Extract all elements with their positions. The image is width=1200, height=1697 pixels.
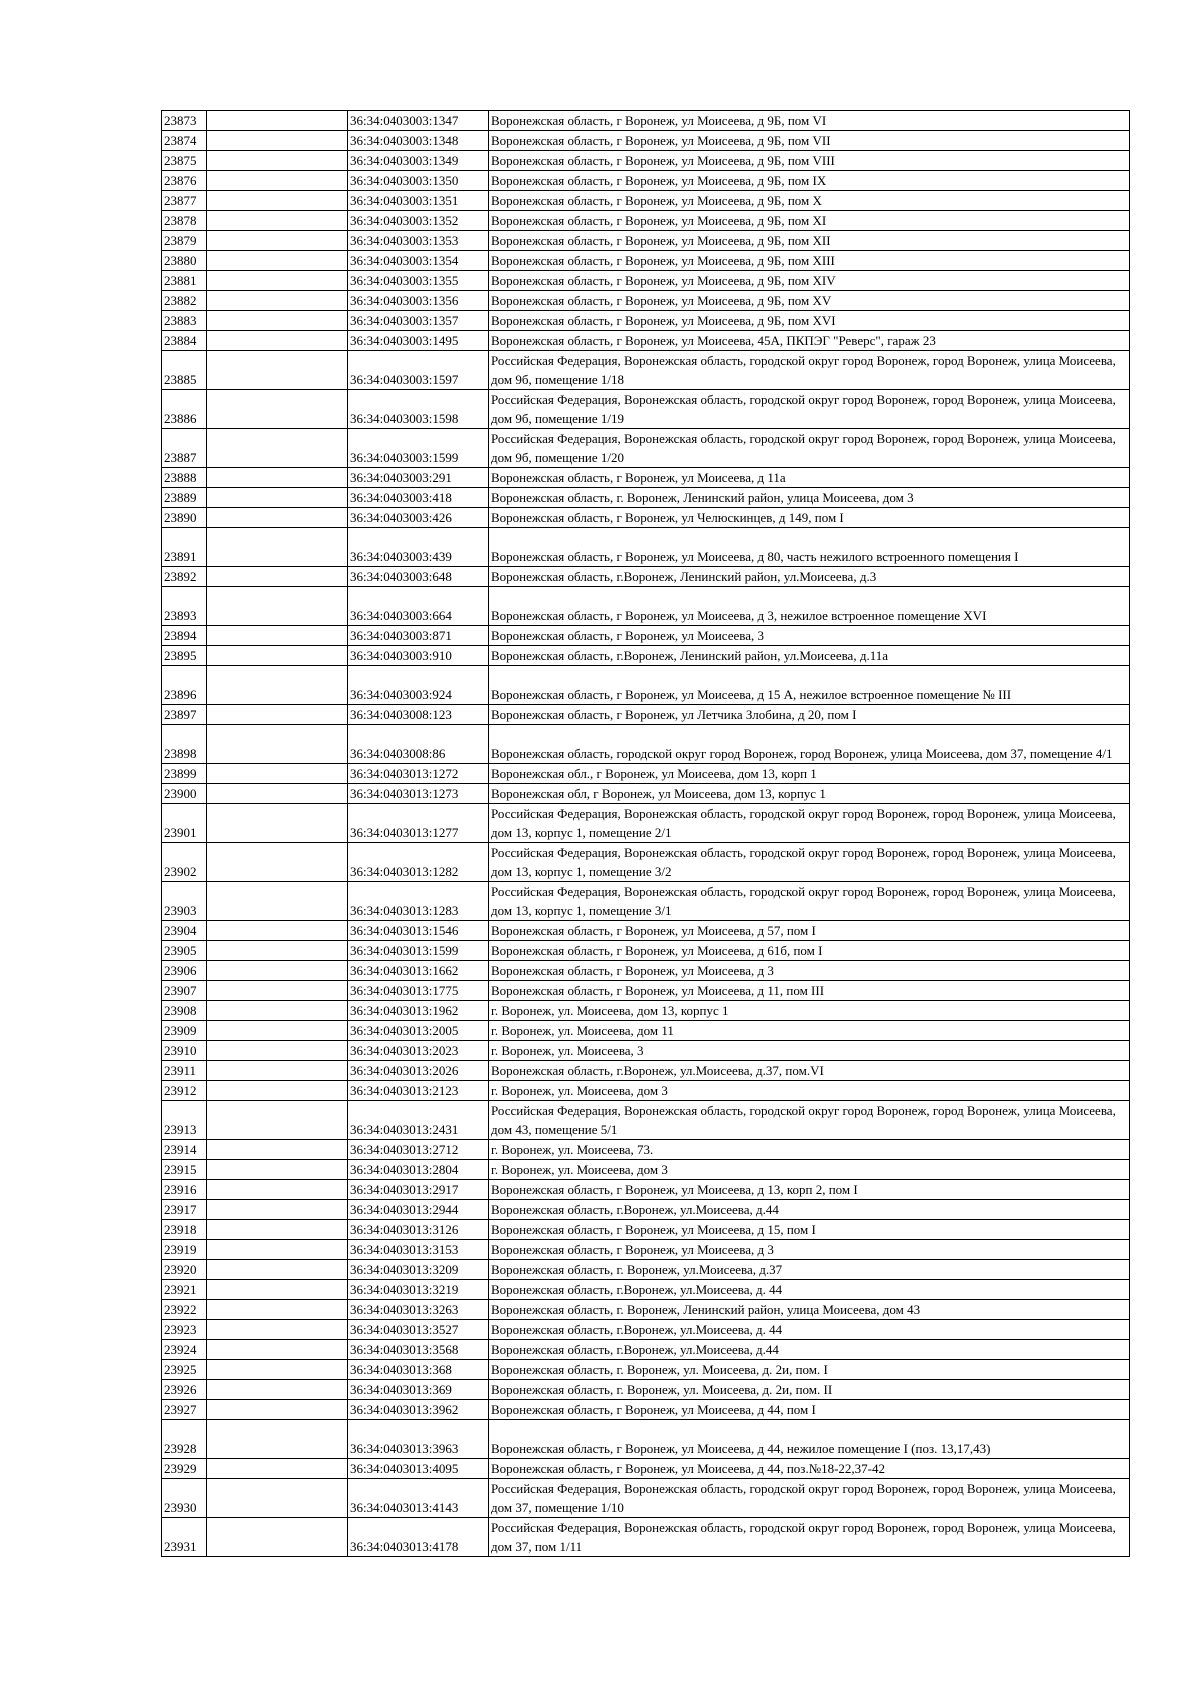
cadastral-number-cell: 36:34:0403003:1495 xyxy=(348,331,489,351)
cadastral-number-cell: 36:34:0403003:871 xyxy=(348,626,489,646)
cadastral-number-cell: 36:34:0403003:1347 xyxy=(348,111,489,131)
empty-cell xyxy=(207,921,348,941)
table-row xyxy=(162,882,1130,921)
address-cell: Воронежская область, г.Воронеж, Ленинский район, ул.Моисеева, д.3 xyxy=(489,567,1130,587)
address-cell: Воронежская область, г Воронеж, ул Моисеева, д 61б, пом I xyxy=(489,941,1130,961)
table-row xyxy=(162,1300,1130,1320)
table-row xyxy=(162,390,1130,429)
cadastral-number-cell: 36:34:0403013:2026 xyxy=(348,1061,489,1081)
empty-cell xyxy=(207,1200,348,1220)
table-row xyxy=(162,1061,1130,1081)
address-cell: Воронежская область, г Воронеж, ул Челюскинцев, д 149, пом I xyxy=(489,508,1130,528)
empty-cell xyxy=(207,151,348,171)
row-number-cell: 23879 xyxy=(162,231,207,251)
cadastral-number-cell: 36:34:0403013:2804 xyxy=(348,1160,489,1180)
address-cell: г. Воронеж, ул. Моисеева, 3 xyxy=(489,1041,1130,1061)
table-row xyxy=(162,1400,1130,1420)
address-cell: Воронежская область, г Воронеж, ул Моисеева, д 11, пом III xyxy=(489,981,1130,1001)
row-number-cell: 23919 xyxy=(162,1240,207,1260)
table-row xyxy=(162,1518,1130,1557)
empty-cell xyxy=(207,1518,348,1557)
cadastral-number-cell: 36:34:0403013:4143 xyxy=(348,1479,489,1518)
empty-cell xyxy=(207,429,348,468)
table-row xyxy=(162,666,1130,705)
address-cell: Воронежская область, г Воронеж, ул Моисеева, д 9Б, пом XIII xyxy=(489,251,1130,271)
cadastral-number-cell: 36:34:0403003:648 xyxy=(348,567,489,587)
empty-cell xyxy=(207,961,348,981)
cadastral-number-cell: 36:34:0403013:1282 xyxy=(348,843,489,882)
cadastral-number-cell: 36:34:0403013:2712 xyxy=(348,1140,489,1160)
row-number-cell: 23893 xyxy=(162,587,207,626)
empty-cell xyxy=(207,587,348,626)
row-number-cell: 23878 xyxy=(162,211,207,231)
empty-cell xyxy=(207,941,348,961)
table-row xyxy=(162,1180,1130,1200)
empty-cell xyxy=(207,211,348,231)
address-cell: Воронежская область, г.Воронеж, ул.Моисеева, д.37, пом.VI xyxy=(489,1061,1130,1081)
cadastral-number-cell: 36:34:0403013:1273 xyxy=(348,784,489,804)
row-number-cell: 23924 xyxy=(162,1340,207,1360)
empty-cell xyxy=(207,528,348,567)
table-row xyxy=(162,1041,1130,1061)
address-cell: Воронежская область, г.Воронеж, Ленинский район, ул.Моисеева, д.11а xyxy=(489,646,1130,666)
property-registry-table xyxy=(161,110,1130,1557)
cadastral-number-cell: 36:34:0403008:123 xyxy=(348,705,489,725)
row-number-cell: 23913 xyxy=(162,1101,207,1140)
table-row xyxy=(162,488,1130,508)
row-number-cell: 23915 xyxy=(162,1160,207,1180)
row-number-cell: 23877 xyxy=(162,191,207,211)
cadastral-number-cell: 36:34:0403013:3126 xyxy=(348,1220,489,1240)
cadastral-number-cell: 36:34:0403013:3263 xyxy=(348,1300,489,1320)
address-cell: Воронежская область, г Воронеж, ул Моисеева, д 9Б, пом XIV xyxy=(489,271,1130,291)
address-cell: Воронежская область, г Воронеж, ул Моисеева, д 15 А, нежилое встроенное помещение № III xyxy=(489,666,1130,705)
address-cell: Воронежская область, г Воронеж, ул Моисеева, д 44, нежилое помещение I (поз. 13,17,43) xyxy=(489,1420,1130,1459)
table-row xyxy=(162,351,1130,390)
table-row xyxy=(162,271,1130,291)
table-row xyxy=(162,1340,1130,1360)
cadastral-number-cell: 36:34:0403003:1348 xyxy=(348,131,489,151)
cadastral-number-cell: 36:34:0403003:1349 xyxy=(348,151,489,171)
cadastral-number-cell: 36:34:0403013:1599 xyxy=(348,941,489,961)
row-number-cell: 23901 xyxy=(162,804,207,843)
row-number-cell: 23883 xyxy=(162,311,207,331)
empty-cell xyxy=(207,1101,348,1140)
row-number-cell: 23898 xyxy=(162,725,207,764)
cadastral-number-cell: 36:34:0403013:2005 xyxy=(348,1021,489,1041)
row-number-cell: 23923 xyxy=(162,1320,207,1340)
empty-cell xyxy=(207,191,348,211)
address-cell: Воронежская область, г Воронеж, ул Моисеева, д 9Б, пом X xyxy=(489,191,1130,211)
empty-cell xyxy=(207,843,348,882)
empty-cell xyxy=(207,1340,348,1360)
cadastral-number-cell: 36:34:0403003:439 xyxy=(348,528,489,567)
row-number-cell: 23910 xyxy=(162,1041,207,1061)
empty-cell xyxy=(207,468,348,488)
table-row xyxy=(162,1260,1130,1280)
address-cell: Воронежская область, г.Воронеж, ул.Моисеева, д. 44 xyxy=(489,1320,1130,1340)
row-number-cell: 23904 xyxy=(162,921,207,941)
address-cell: Воронежская область, г Воронеж, ул Моисеева, д 3 xyxy=(489,1240,1130,1260)
row-number-cell: 23908 xyxy=(162,1001,207,1021)
address-cell: Воронежская область, г Воронеж, ул Моисеева, д 9Б, пом XVI xyxy=(489,311,1130,331)
table-row xyxy=(162,468,1130,488)
cadastral-number-cell: 36:34:0403013:368 xyxy=(348,1360,489,1380)
table-row xyxy=(162,725,1130,764)
cadastral-number-cell: 36:34:0403003:1357 xyxy=(348,311,489,331)
address-cell: Воронежская область, г. Воронеж, Ленинский район, улица Моисеева, дом 3 xyxy=(489,488,1130,508)
table-row xyxy=(162,311,1130,331)
row-number-cell: 23909 xyxy=(162,1021,207,1041)
row-number-cell: 23873 xyxy=(162,111,207,131)
table-row xyxy=(162,764,1130,784)
table-row xyxy=(162,587,1130,626)
row-number-cell: 23906 xyxy=(162,961,207,981)
row-number-cell: 23881 xyxy=(162,271,207,291)
address-cell: Воронежская область, г Воронеж, ул Моисеева, д 9Б, пом VII xyxy=(489,131,1130,151)
empty-cell xyxy=(207,1061,348,1081)
empty-cell xyxy=(207,705,348,725)
row-number-cell: 23918 xyxy=(162,1220,207,1240)
address-cell: Российская Федерация, Воронежская область, городской округ город Воронеж, город Воронеж, улица Моисеева, дом 37, пом 1/11 xyxy=(489,1518,1130,1557)
empty-cell xyxy=(207,1180,348,1200)
empty-cell xyxy=(207,291,348,311)
empty-cell xyxy=(207,111,348,131)
address-cell: Воронежская область, г. Воронеж, ул. Моисеева, д. 2и, пом. II xyxy=(489,1380,1130,1400)
address-cell: Воронежская область, г Воронеж, ул Моисеева, д 3, нежилое встроенное помещение XVI xyxy=(489,587,1130,626)
row-number-cell: 23900 xyxy=(162,784,207,804)
row-number-cell: 23884 xyxy=(162,331,207,351)
table-row xyxy=(162,1240,1130,1260)
address-cell: Российская Федерация, Воронежская область, городской округ город Воронеж, город Воронеж, улица Моисеева, дом 13, корпус 1, помещение 2/1 xyxy=(489,804,1130,843)
cadastral-number-cell: 36:34:0403003:1354 xyxy=(348,251,489,271)
table-row xyxy=(162,191,1130,211)
table-row xyxy=(162,429,1130,468)
empty-cell xyxy=(207,1360,348,1380)
cadastral-number-cell: 36:34:0403013:3962 xyxy=(348,1400,489,1420)
empty-cell xyxy=(207,488,348,508)
row-number-cell: 23899 xyxy=(162,764,207,784)
cadastral-number-cell: 36:34:0403003:910 xyxy=(348,646,489,666)
row-number-cell: 23927 xyxy=(162,1400,207,1420)
address-cell: Воронежская область, г Воронеж, ул Моисеева, д 44, поз.№18-22,37-42 xyxy=(489,1459,1130,1479)
row-number-cell: 23926 xyxy=(162,1380,207,1400)
cadastral-number-cell: 36:34:0403013:369 xyxy=(348,1380,489,1400)
address-cell: Воронежская область, г. Воронеж, ул. Моисеева, д. 2и, пом. I xyxy=(489,1360,1130,1380)
address-cell: Воронежская область, г Воронеж, ул Моисеева, д 9Б, пом VI xyxy=(489,111,1130,131)
table-row xyxy=(162,1360,1130,1380)
empty-cell xyxy=(207,1001,348,1021)
table-row xyxy=(162,1140,1130,1160)
table-row xyxy=(162,1200,1130,1220)
table-row xyxy=(162,1479,1130,1518)
row-number-cell: 23874 xyxy=(162,131,207,151)
address-cell: Воронежская область, г Воронеж, ул Моисеева, д 80, часть нежилого встроенного помещения I xyxy=(489,528,1130,567)
address-cell: Российская Федерация, Воронежская область, городской округ город Воронеж, город Воронеж, улица Моисеева, дом 13, корпус 1, помещение 3/2 xyxy=(489,843,1130,882)
empty-cell xyxy=(207,131,348,151)
address-cell: г. Воронеж, ул. Моисеева, дом 11 xyxy=(489,1021,1130,1041)
cadastral-number-cell: 36:34:0403003:418 xyxy=(348,488,489,508)
cadastral-number-cell: 36:34:0403013:1272 xyxy=(348,764,489,784)
row-number-cell: 23922 xyxy=(162,1300,207,1320)
cadastral-number-cell: 36:34:0403003:1356 xyxy=(348,291,489,311)
row-number-cell: 23875 xyxy=(162,151,207,171)
cadastral-number-cell: 36:34:0403013:3153 xyxy=(348,1240,489,1260)
empty-cell xyxy=(207,1220,348,1240)
cadastral-number-cell: 36:34:0403003:426 xyxy=(348,508,489,528)
address-cell: Воронежская область, г Воронеж, ул Моисеева, 45А, ПКПЭГ "Реверс", гараж 23 xyxy=(489,331,1130,351)
cadastral-number-cell: 36:34:0403013:3568 xyxy=(348,1340,489,1360)
address-cell: Воронежская область, городской округ город Воронеж, город Воронеж, улица Моисеева, дом 37, помещение 4/1 xyxy=(489,725,1130,764)
cadastral-number-cell: 36:34:0403003:1599 xyxy=(348,429,489,468)
cadastral-number-cell: 36:34:0403003:1597 xyxy=(348,351,489,390)
empty-cell xyxy=(207,725,348,764)
cadastral-number-cell: 36:34:0403003:924 xyxy=(348,666,489,705)
empty-cell xyxy=(207,1320,348,1340)
empty-cell xyxy=(207,1400,348,1420)
address-cell: Российская Федерация, Воронежская область, городской округ город Воронеж, город Воронеж, улица Моисеева, дом 43, помещение 5/1 xyxy=(489,1101,1130,1140)
table-row xyxy=(162,1101,1130,1140)
table-row xyxy=(162,1420,1130,1459)
address-cell: Воронежская область, г Воронеж, ул Моисеева, д 11а xyxy=(489,468,1130,488)
address-cell: Воронежская область, г Воронеж, ул Моисеева, д 9Б, пом VIII xyxy=(489,151,1130,171)
cadastral-number-cell: 36:34:0403013:3963 xyxy=(348,1420,489,1459)
row-number-cell: 23930 xyxy=(162,1479,207,1518)
table-row xyxy=(162,626,1130,646)
table-row xyxy=(162,1380,1130,1400)
empty-cell xyxy=(207,1160,348,1180)
table-row xyxy=(162,331,1130,351)
row-number-cell: 23876 xyxy=(162,171,207,191)
address-cell: Воронежская область, г Воронеж, ул Моисеева, д 9Б, пом XV xyxy=(489,291,1130,311)
registry-table-body xyxy=(162,111,1130,1557)
empty-cell xyxy=(207,1380,348,1400)
row-number-cell: 23920 xyxy=(162,1260,207,1280)
cadastral-number-cell: 36:34:0403013:3219 xyxy=(348,1280,489,1300)
address-cell: Воронежская область, г Воронеж, ул Моисеева, д 9Б, пом XI xyxy=(489,211,1130,231)
row-number-cell: 23917 xyxy=(162,1200,207,1220)
cadastral-number-cell: 36:34:0403003:1350 xyxy=(348,171,489,191)
table-row xyxy=(162,1081,1130,1101)
empty-cell xyxy=(207,1260,348,1280)
row-number-cell: 23896 xyxy=(162,666,207,705)
table-row xyxy=(162,921,1130,941)
empty-cell xyxy=(207,882,348,921)
empty-cell xyxy=(207,271,348,291)
address-cell: Воронежская область, г. Воронеж, ул.Моисеева, д.37 xyxy=(489,1260,1130,1280)
empty-cell xyxy=(207,1021,348,1041)
address-cell: Воронежская область, г.Воронеж, ул.Моисеева, д.44 xyxy=(489,1340,1130,1360)
address-cell: Российская Федерация, Воронежская область, городской округ город Воронеж, город Воронеж, улица Моисеева, дом 9б, помещение 1/20 xyxy=(489,429,1130,468)
cadastral-number-cell: 36:34:0403003:1352 xyxy=(348,211,489,231)
address-cell: Российская Федерация, Воронежская область, городской округ город Воронеж, город Воронеж, улица Моисеева, дом 9б, помещение 1/18 xyxy=(489,351,1130,390)
cadastral-number-cell: 36:34:0403013:2431 xyxy=(348,1101,489,1140)
address-cell: г. Воронеж, ул. Моисеева, дом 13, корпус 1 xyxy=(489,1001,1130,1021)
table-row xyxy=(162,961,1130,981)
address-cell: г. Воронеж, ул. Моисеева, дом 3 xyxy=(489,1160,1130,1180)
row-number-cell: 23916 xyxy=(162,1180,207,1200)
empty-cell xyxy=(207,646,348,666)
row-number-cell: 23880 xyxy=(162,251,207,271)
table-row xyxy=(162,131,1130,151)
address-cell: Воронежская область, г.Воронеж, ул.Моисеева, д. 44 xyxy=(489,1280,1130,1300)
table-row xyxy=(162,981,1130,1001)
row-number-cell: 23914 xyxy=(162,1140,207,1160)
empty-cell xyxy=(207,1240,348,1260)
table-row xyxy=(162,528,1130,567)
row-number-cell: 23892 xyxy=(162,567,207,587)
address-cell: Воронежская область, г Воронеж, ул Моисеева, д 57, пом I xyxy=(489,921,1130,941)
address-cell: г. Воронеж, ул. Моисеева, 73. xyxy=(489,1140,1130,1160)
table-row xyxy=(162,784,1130,804)
row-number-cell: 23929 xyxy=(162,1459,207,1479)
cadastral-number-cell: 36:34:0403003:664 xyxy=(348,587,489,626)
row-number-cell: 23921 xyxy=(162,1280,207,1300)
row-number-cell: 23902 xyxy=(162,843,207,882)
table-row xyxy=(162,1220,1130,1240)
table-row xyxy=(162,171,1130,191)
empty-cell xyxy=(207,1081,348,1101)
cadastral-number-cell: 36:34:0403013:1546 xyxy=(348,921,489,941)
row-number-cell: 23889 xyxy=(162,488,207,508)
address-cell: Российская Федерация, Воронежская область, городской округ город Воронеж, город Воронеж, улица Моисеева, дом 37, помещение 1/10 xyxy=(489,1479,1130,1518)
address-cell: Воронежская обл, г Воронеж, ул Моисеева, дом 13, корпус 1 xyxy=(489,784,1130,804)
address-cell: Воронежская область, г Воронеж, ул Моисеева, д 15, пом I xyxy=(489,1220,1130,1240)
table-row xyxy=(162,251,1130,271)
table-row xyxy=(162,231,1130,251)
row-number-cell: 23905 xyxy=(162,941,207,961)
table-row xyxy=(162,211,1130,231)
table-row xyxy=(162,804,1130,843)
table-row xyxy=(162,705,1130,725)
row-number-cell: 23925 xyxy=(162,1360,207,1380)
cadastral-number-cell: 36:34:0403013:1277 xyxy=(348,804,489,843)
address-cell: Российская Федерация, Воронежская область, городской округ город Воронеж, город Воронеж, улица Моисеева, дом 9б, помещение 1/19 xyxy=(489,390,1130,429)
cadastral-number-cell: 36:34:0403008:86 xyxy=(348,725,489,764)
table-row xyxy=(162,291,1130,311)
address-cell: Воронежская область, г.Воронеж, ул.Моисеева, д.44 xyxy=(489,1200,1130,1220)
row-number-cell: 23890 xyxy=(162,508,207,528)
row-number-cell: 23885 xyxy=(162,351,207,390)
cadastral-number-cell: 36:34:0403013:1775 xyxy=(348,981,489,1001)
address-cell: Воронежская область, г Воронеж, ул Моисеева, д 9Б, пом IX xyxy=(489,171,1130,191)
empty-cell xyxy=(207,626,348,646)
cadastral-number-cell: 36:34:0403003:1353 xyxy=(348,231,489,251)
table-row xyxy=(162,646,1130,666)
address-cell: Воронежская область, г Воронеж, ул Моисеева, д 3 xyxy=(489,961,1130,981)
cadastral-number-cell: 36:34:0403013:4095 xyxy=(348,1459,489,1479)
empty-cell xyxy=(207,1479,348,1518)
cadastral-number-cell: 36:34:0403013:2123 xyxy=(348,1081,489,1101)
row-number-cell: 23882 xyxy=(162,291,207,311)
address-cell: Российская Федерация, Воронежская область, городской округ город Воронеж, город Воронеж, улица Моисеева, дом 13, корпус 1, помещение 3/1 xyxy=(489,882,1130,921)
table-row xyxy=(162,1001,1130,1021)
empty-cell xyxy=(207,981,348,1001)
cadastral-number-cell: 36:34:0403013:3527 xyxy=(348,1320,489,1340)
row-number-cell: 23931 xyxy=(162,1518,207,1557)
cadastral-number-cell: 36:34:0403013:4178 xyxy=(348,1518,489,1557)
empty-cell xyxy=(207,1459,348,1479)
table-row xyxy=(162,111,1130,131)
cadastral-number-cell: 36:34:0403003:1351 xyxy=(348,191,489,211)
empty-cell xyxy=(207,666,348,705)
table-row xyxy=(162,1280,1130,1300)
address-cell: Воронежская область, г Воронеж, ул Моисеева, 3 xyxy=(489,626,1130,646)
empty-cell xyxy=(207,508,348,528)
empty-cell xyxy=(207,1041,348,1061)
address-cell: Воронежская область, г Воронеж, ул Моисеева, д 44, пом I xyxy=(489,1400,1130,1420)
table-row xyxy=(162,1160,1130,1180)
row-number-cell: 23886 xyxy=(162,390,207,429)
empty-cell xyxy=(207,231,348,251)
empty-cell xyxy=(207,764,348,784)
row-number-cell: 23903 xyxy=(162,882,207,921)
cadastral-number-cell: 36:34:0403003:1355 xyxy=(348,271,489,291)
row-number-cell: 23888 xyxy=(162,468,207,488)
cadastral-number-cell: 36:34:0403003:291 xyxy=(348,468,489,488)
cadastral-number-cell: 36:34:0403013:1662 xyxy=(348,961,489,981)
cadastral-number-cell: 36:34:0403013:3209 xyxy=(348,1260,489,1280)
cadastral-number-cell: 36:34:0403013:2917 xyxy=(348,1180,489,1200)
table-row xyxy=(162,843,1130,882)
cadastral-number-cell: 36:34:0403013:1962 xyxy=(348,1001,489,1021)
address-cell: Воронежская обл., г Воронеж, ул Моисеева, дом 13, корп 1 xyxy=(489,764,1130,784)
empty-cell xyxy=(207,1140,348,1160)
cadastral-number-cell: 36:34:0403003:1598 xyxy=(348,390,489,429)
cadastral-number-cell: 36:34:0403013:2944 xyxy=(348,1200,489,1220)
row-number-cell: 23891 xyxy=(162,528,207,567)
row-number-cell: 23907 xyxy=(162,981,207,1001)
empty-cell xyxy=(207,351,348,390)
table-row xyxy=(162,1320,1130,1340)
empty-cell xyxy=(207,331,348,351)
empty-cell xyxy=(207,311,348,331)
row-number-cell: 23911 xyxy=(162,1061,207,1081)
empty-cell xyxy=(207,1300,348,1320)
row-number-cell: 23928 xyxy=(162,1420,207,1459)
row-number-cell: 23887 xyxy=(162,429,207,468)
empty-cell xyxy=(207,1280,348,1300)
row-number-cell: 23897 xyxy=(162,705,207,725)
address-cell: Воронежская область, г Воронеж, ул Моисеева, д 9Б, пом XII xyxy=(489,231,1130,251)
empty-cell xyxy=(207,251,348,271)
row-number-cell: 23895 xyxy=(162,646,207,666)
address-cell: Воронежская область, г Воронеж, ул Летчика Злобина, д 20, пом I xyxy=(489,705,1130,725)
empty-cell xyxy=(207,784,348,804)
address-cell: Воронежская область, г Воронеж, ул Моисеева, д 13, корп 2, пом I xyxy=(489,1180,1130,1200)
table-row xyxy=(162,1459,1130,1479)
table-row xyxy=(162,941,1130,961)
cadastral-number-cell: 36:34:0403013:1283 xyxy=(348,882,489,921)
table-row xyxy=(162,508,1130,528)
address-cell: Воронежская область, г. Воронеж, Ленинский район, улица Моисеева, дом 43 xyxy=(489,1300,1130,1320)
table-row xyxy=(162,1021,1130,1041)
empty-cell xyxy=(207,1420,348,1459)
table-row xyxy=(162,567,1130,587)
empty-cell xyxy=(207,390,348,429)
empty-cell xyxy=(207,804,348,843)
table-row xyxy=(162,151,1130,171)
row-number-cell: 23912 xyxy=(162,1081,207,1101)
address-cell: г. Воронеж, ул. Моисеева, дом 3 xyxy=(489,1081,1130,1101)
empty-cell xyxy=(207,567,348,587)
empty-cell xyxy=(207,171,348,191)
cadastral-number-cell: 36:34:0403013:2023 xyxy=(348,1041,489,1061)
row-number-cell: 23894 xyxy=(162,626,207,646)
